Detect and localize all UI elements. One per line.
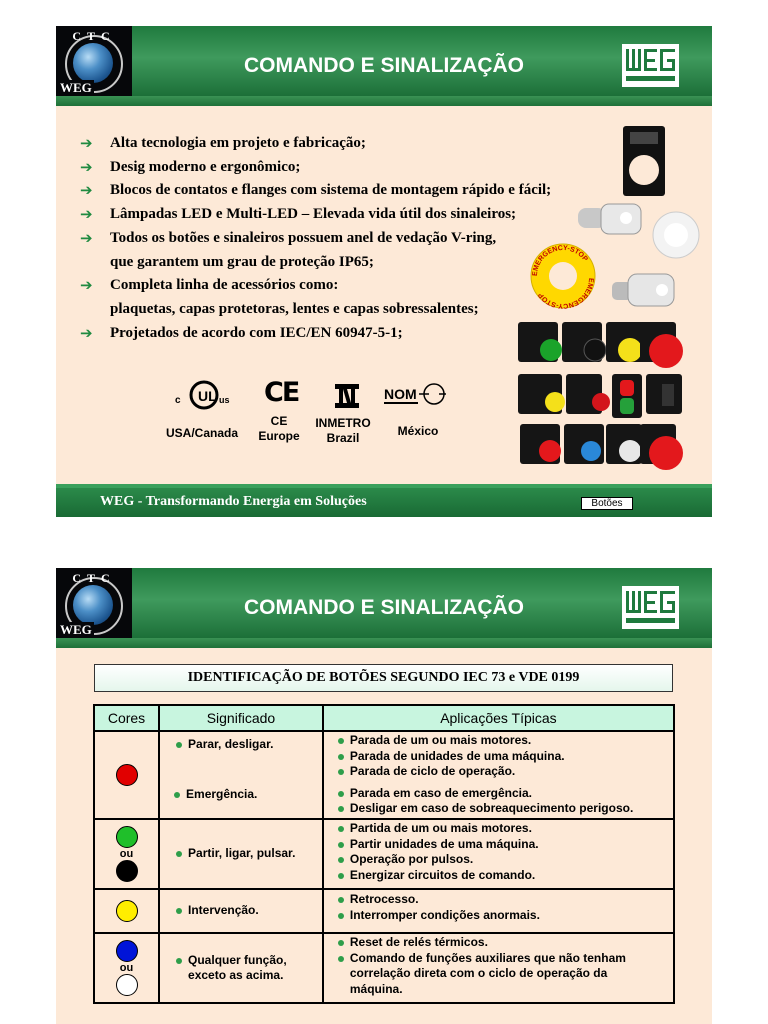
feature-text: Blocos de contatos e flanges com sistema de montagem rápido e fácil;: [110, 182, 552, 199]
arrow-right-icon: ➔: [80, 323, 93, 342]
application-item: Interromper condições anormais.: [334, 908, 673, 924]
svg-text:UL: UL: [198, 388, 217, 404]
application-item: Retrocesso.: [334, 892, 673, 908]
application-item: Operação por pulsos.: [334, 852, 673, 868]
arrow-right-icon: ➔: [80, 276, 93, 295]
applications-cell: [323, 731, 674, 819]
column-header-cores: Cores: [94, 705, 159, 731]
ul-listed-icon: [174, 379, 232, 411]
arrow-right-icon: ➔: [80, 228, 93, 247]
button-color-table: [93, 704, 675, 1004]
application-item: Partir unidades de uma máquina.: [334, 837, 673, 853]
inmetro-mark-icon: [332, 381, 362, 411]
feature-text: Todos os botões e sinaleiros possuem anel de vedação V-ring,: [110, 229, 497, 246]
svg-text:EMERGENCY-STOP: EMERGENCY-STOP: [531, 244, 589, 277]
table-row: [94, 819, 674, 889]
product-illustrations: [506, 118, 710, 476]
column-header-significado: Significado: [159, 705, 323, 731]
svg-text:us: us: [219, 395, 230, 405]
color-cell: [94, 819, 159, 889]
application-item: Partida de um ou mais motores.: [334, 821, 673, 837]
arrow-right-icon: ➔: [80, 157, 93, 176]
certification-label: CE Europe: [258, 414, 300, 443]
slide-footer: [56, 484, 712, 517]
application-item: Parada de um ou mais motores.: [334, 733, 673, 749]
legend-plate-icon: [623, 126, 665, 196]
feature-text: Completa linha de acessórios como:: [110, 277, 339, 294]
footer-slogan: WEG - Transformando Energia em Soluções: [100, 494, 367, 509]
certification-label: USA/Canada: [165, 426, 239, 440]
lens-cap-icon: [653, 212, 699, 258]
push-button-row: [520, 424, 683, 470]
meaning-cell: [159, 731, 323, 819]
table-row: [94, 731, 674, 819]
meaning-cell: [159, 889, 323, 933]
weg-logo-icon: [622, 586, 679, 629]
page-title: COMANDO E SINALIZAÇÃO: [244, 54, 524, 77]
led-lamp-icon: [578, 204, 641, 234]
logo-ctc-text: CTC: [72, 29, 116, 43]
color-swatch-blue: [116, 940, 138, 962]
table-row: [94, 933, 674, 1003]
application-item: Comando de funções auxiliares que não tenham correlação direta com o ciclo de operação da máquina.: [334, 951, 650, 998]
application-item: Parada de unidades de uma máquina.: [334, 749, 673, 765]
certification-label: INMETRO Brazil: [315, 416, 371, 445]
bayonet-lamp-icon: [612, 274, 674, 306]
certification-label: México: [397, 424, 439, 438]
color-cell: [94, 889, 159, 933]
svg-text:NOM: NOM: [384, 386, 417, 402]
logo-weg-text: WEG: [60, 80, 92, 95]
meaning-cell: [159, 933, 323, 1003]
header-underline: [56, 638, 712, 648]
nom-mark-icon: [383, 381, 447, 409]
meaning-text: Qualquer função, exceto as acima.: [172, 953, 318, 984]
footer-section-tag: Botões: [581, 497, 633, 510]
column-header-aplicacoes: Aplicações Típicas: [323, 705, 674, 731]
page-title: COMANDO E SINALIZAÇÃO: [244, 596, 524, 619]
logo-weg-text: WEG: [60, 622, 92, 637]
meaning-text: Parar, desligar.: [172, 737, 322, 753]
svg-text:EMERGENCY-STOP: EMERGENCY-STOP: [537, 277, 595, 310]
application-item: Desligar em caso de sobreaquecimento perigoso.: [334, 801, 673, 817]
meaning-text: Partir, ligar, pulsar.: [172, 846, 322, 862]
or-label: ou: [119, 848, 134, 860]
color-swatch-red: [116, 764, 138, 786]
table-header-row: [94, 705, 674, 731]
applications-cell: [323, 819, 674, 889]
color-cell: [94, 731, 159, 819]
application-item: Parada em caso de emergência.: [334, 786, 673, 802]
table-title: IDENTIFICAÇÃO DE BOTÕES SEGUNDO IEC 73 e VDE 0199: [94, 664, 673, 692]
application-item: Parada de ciclo de operação.: [334, 764, 673, 780]
meaning-text: Intervenção.: [172, 903, 322, 919]
logo-ctc-text: CTC: [72, 571, 116, 585]
emergency-stop-label-icon: [531, 244, 595, 309]
feature-text: Desig moderno e ergonômico;: [110, 158, 301, 175]
table-row: [94, 889, 674, 933]
or-label: ou: [119, 962, 134, 974]
color-swatch-green: [116, 826, 138, 848]
applications-cell: [323, 933, 674, 1003]
applications-cell: [323, 889, 674, 933]
svg-text:c: c: [175, 395, 181, 406]
meaning-text: Emergência.: [170, 787, 322, 803]
feature-text: Lâmpadas LED e Multi-LED – Elevada vida útil dos sinaleiros;: [110, 206, 517, 223]
color-swatch-white: [116, 974, 138, 996]
feature-text: plaquetas, capas protetoras, lentes e capas sobressalentes;: [110, 300, 479, 317]
arrow-right-icon: ➔: [80, 134, 93, 152]
color-swatch-yellow: [116, 900, 138, 922]
push-button-row: [518, 374, 682, 418]
feature-text: que garantem um grau de proteção IP65;: [110, 253, 374, 270]
color-cell: [94, 933, 159, 1003]
meaning-cell: [159, 819, 323, 889]
feature-text: Alta tecnologia em projeto e fabricação;: [110, 135, 366, 151]
application-item: Reset de relés térmicos.: [334, 935, 673, 951]
slide-2: [56, 568, 712, 1024]
weg-logo-icon: [622, 44, 679, 87]
push-button-row: [518, 322, 683, 368]
arrow-right-icon: ➔: [80, 205, 93, 224]
arrow-right-icon: ➔: [80, 181, 93, 200]
color-swatch-black: [116, 860, 138, 882]
feature-text: Projetados de acordo com IEC/EN 60947-5-1;: [110, 324, 403, 341]
ce-mark-icon: CE: [264, 377, 299, 408]
application-item: Energizar circuitos de comando.: [334, 868, 673, 884]
slide-1: [56, 26, 712, 517]
header-underline: [56, 96, 712, 106]
